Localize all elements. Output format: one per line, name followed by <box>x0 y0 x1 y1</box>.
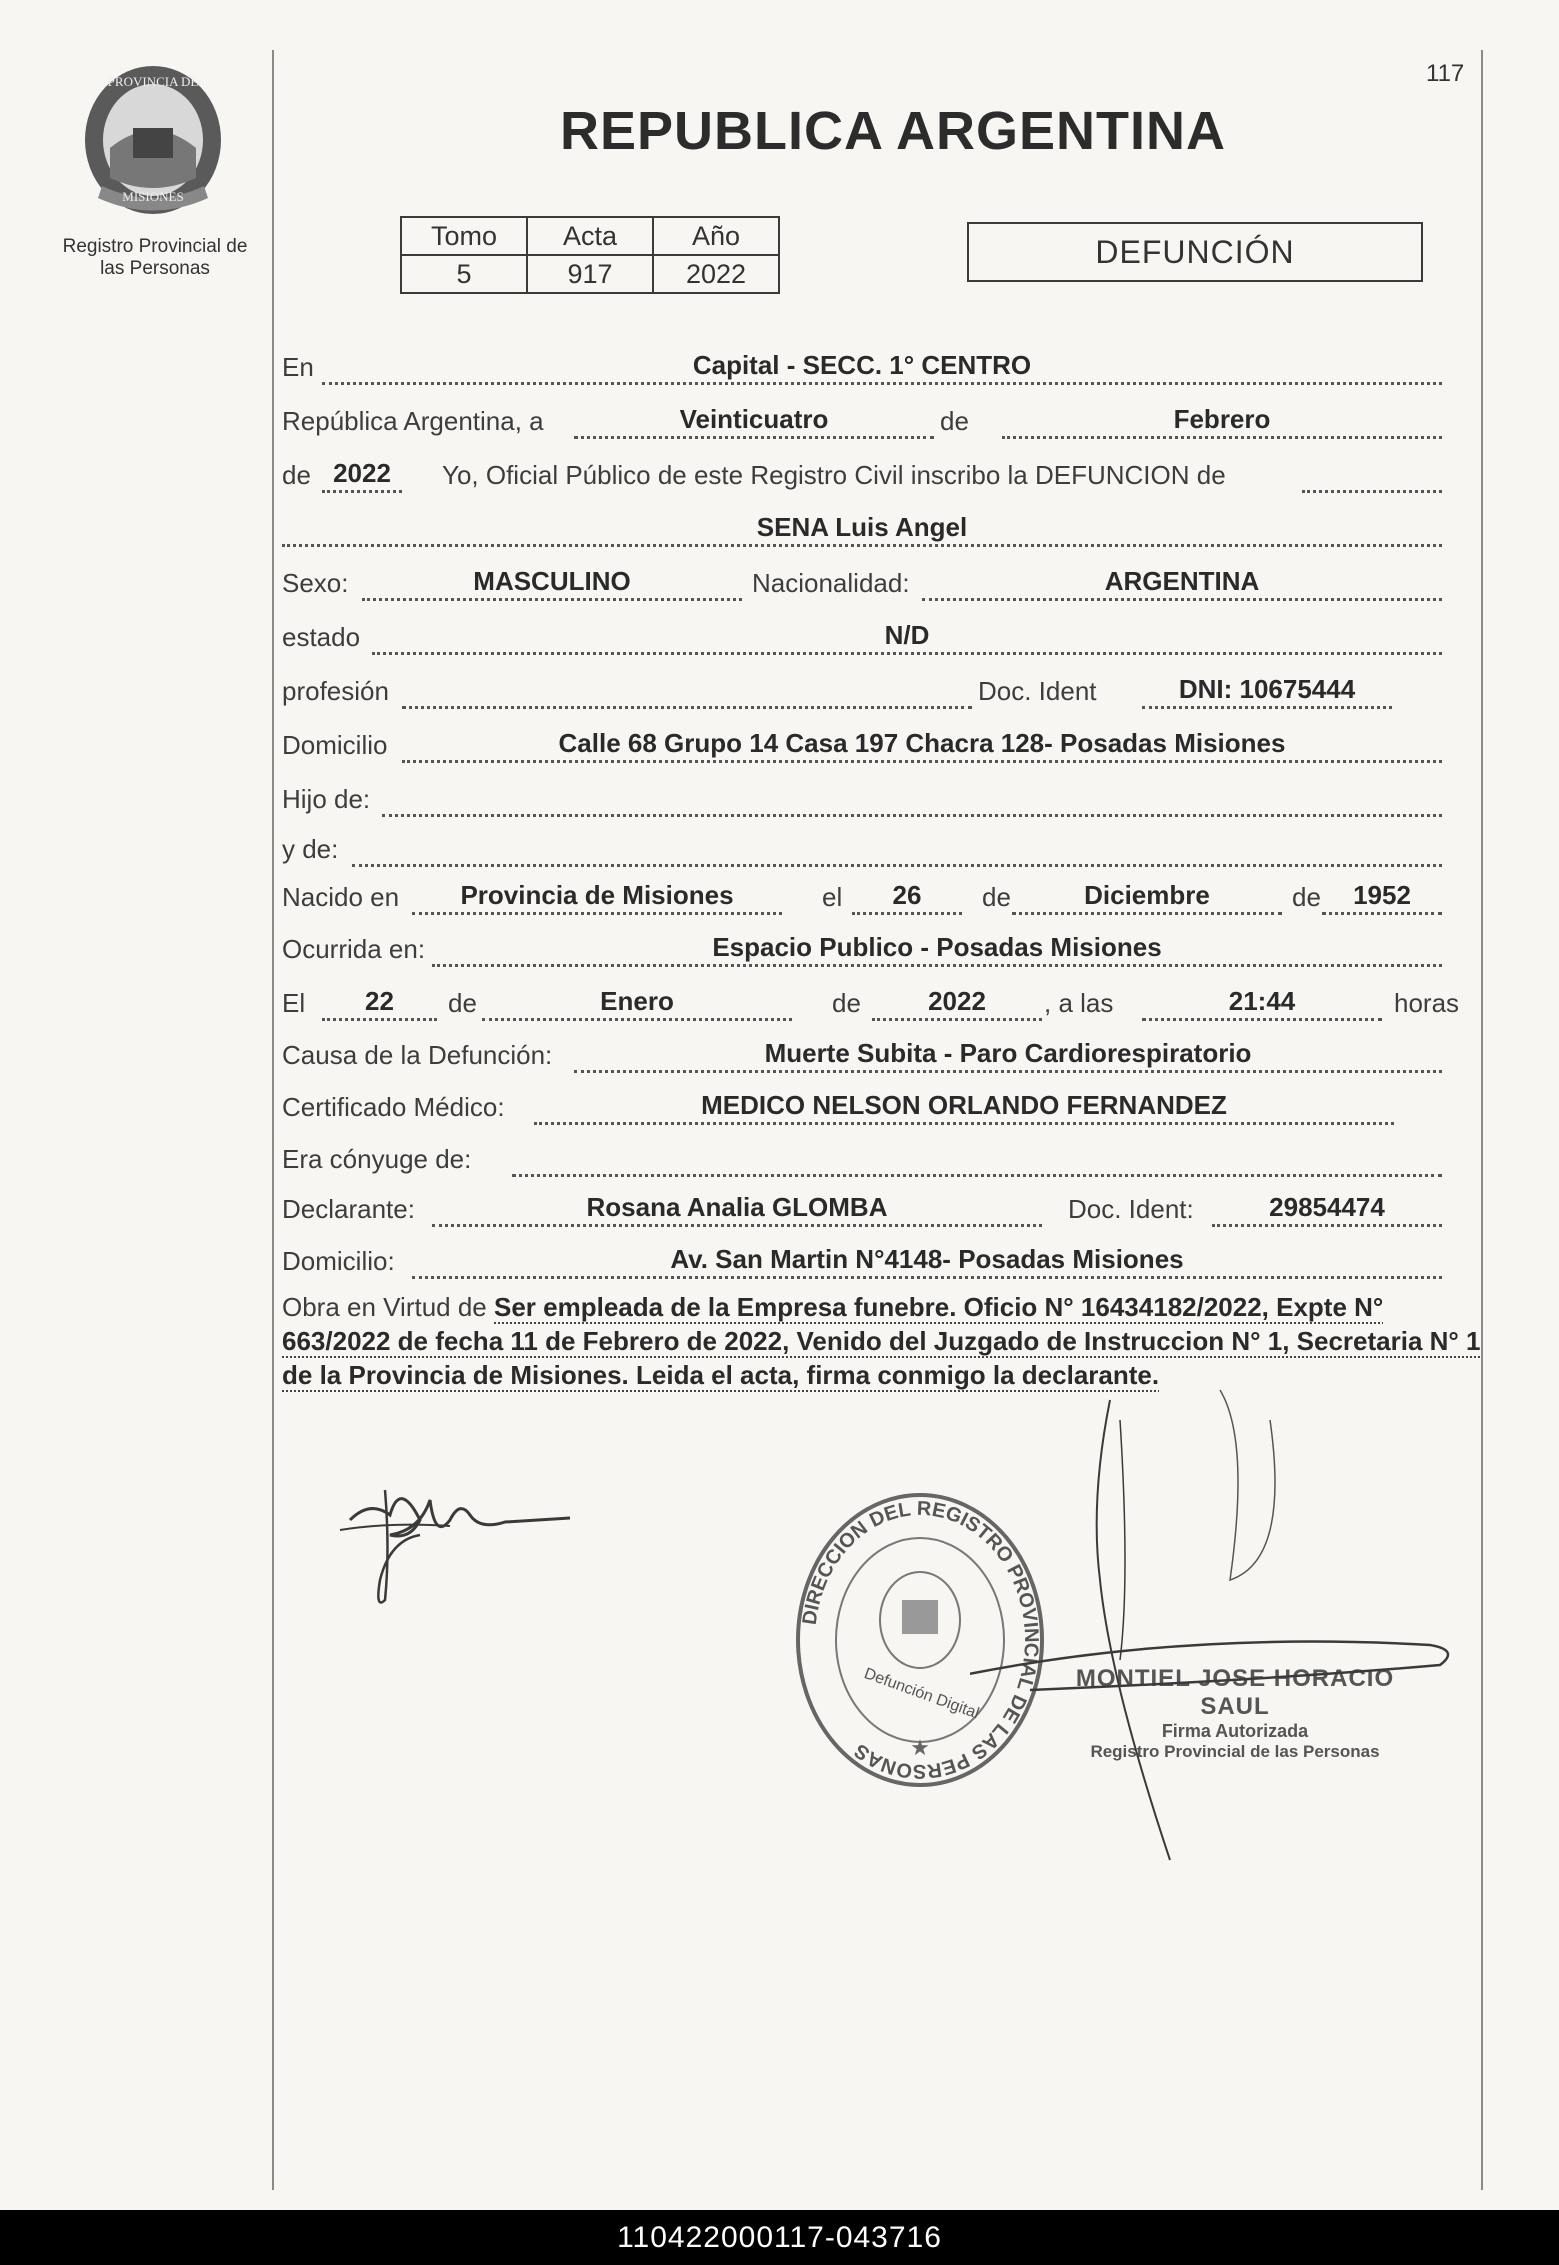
row-yde <box>282 826 1479 866</box>
domicilio-label: Domicilio <box>282 730 388 760</box>
def-dia-dotline <box>322 1018 437 1021</box>
domicilio-value: Calle 68 Grupo 14 Casa 197 Chacra 128- Posadas Misiones <box>558 728 1286 758</box>
doc-ident-value: DNI: 10675444 <box>1178 674 1356 704</box>
nacido-mes-dotline <box>1012 912 1282 915</box>
nacido-lugar: Provincia de Misiones <box>460 880 734 910</box>
svg-text:Defunción Digital: Defunción Digital <box>861 1665 982 1723</box>
registry-header-tomo: Tomo <box>401 217 527 255</box>
inscribo-text: Yo, Oficial Público de este Registro Civil inscribo la DEFUNCION de <box>442 460 1226 490</box>
row-republica <box>282 398 1479 438</box>
estado-dotline <box>372 652 1442 655</box>
causa-value: Muerte Subita - Paro Cardiorespiratorio <box>764 1038 1252 1068</box>
row-hijo <box>282 776 1479 816</box>
nacido-anio: 1952 <box>1353 880 1411 910</box>
svg-text:PROVINCIA DE: PROVINCIA DE <box>107 74 199 89</box>
registry-value-anio: 2022 <box>653 255 779 293</box>
nacido-dia-dotline <box>852 912 962 915</box>
row-ocurrida <box>282 926 1479 966</box>
doc-ident2-label: Doc. Ident: <box>1068 1194 1194 1224</box>
sexo-dotline <box>362 598 742 601</box>
row-estado <box>282 614 1479 654</box>
row-certificado <box>282 1084 1479 1124</box>
nacido-label: Nacido en <box>282 882 400 912</box>
yde-label: y de: <box>282 834 339 864</box>
obra-label: Obra en Virtud de <box>282 1292 487 1322</box>
nacionalidad-label: Nacionalidad: <box>752 568 910 598</box>
declarante-doc-dotline <box>1212 1224 1442 1227</box>
nacido-lugar-dotline <box>412 912 782 915</box>
de-label-5: de <box>448 988 477 1018</box>
officer-role: Firma Autorizada <box>1161 1721 1309 1741</box>
nacido-dia: 26 <box>892 880 922 910</box>
day-dotline <box>574 436 934 439</box>
obra-text: Ser empleada de la Empresa funebre. Oficio N° 16434182/2022, Expte N° 663/2022 de fecha 11 de Febrero de 2022, Venido del Juzgado de Instruccion N° 1, Secretaria N° 1 de la Provincia de Misiones. Leida el acta, firma conmigo la declarante. <box>282 1292 1481 1390</box>
row-inscribo <box>282 452 1479 492</box>
declarante-doc: 29854474 <box>1269 1192 1385 1222</box>
hijo-dotline <box>382 814 1442 817</box>
officer-institution: Registro Provincial de las Personas <box>1090 1742 1380 1761</box>
inscribo-dotline <box>1302 490 1442 493</box>
registry-table <box>400 216 780 294</box>
row-declarante <box>282 1186 1479 1226</box>
row-domicilio2 <box>282 1238 1479 1278</box>
causa-dotline <box>574 1070 1442 1073</box>
ocurrida-value: Espacio Publico - Posadas Misiones <box>712 932 1162 962</box>
svg-text:DIRECCION DEL REGISTRO PROVINC: DIRECCION DEL REGISTRO PROVINCIAL DE LAS PERSONAS <box>798 1497 1043 1783</box>
nacionalidad-value: ARGENTINA <box>1104 566 1260 596</box>
certificado-label: Certificado Médico: <box>282 1092 505 1122</box>
yde-dotline <box>352 864 1442 867</box>
document-id-footer: 110422000117-043716 <box>0 2210 1559 2265</box>
causa-label: Causa de la Defunción: <box>282 1040 553 1070</box>
def-dia: 22 <box>365 986 394 1016</box>
officer-name: MONTIEL JOSE HORACIO SAUL <box>1075 1665 1395 1720</box>
registry-header-anio: Año <box>653 217 779 255</box>
alas-label: , a las <box>1044 988 1114 1018</box>
doc-ident-label: Doc. Ident <box>978 676 1097 706</box>
republica-label: República Argentina, a <box>282 406 544 436</box>
row-domicilio <box>282 722 1479 762</box>
de-label-2: de <box>282 460 311 490</box>
page-number: 117 <box>1426 60 1465 87</box>
certificado-value: MEDICO NELSON ORLANDO FERNANDEZ <box>701 1090 1227 1120</box>
year-value: 2022 <box>333 458 391 488</box>
de-label-3: de <box>982 882 1011 912</box>
estado-label: estado <box>282 622 361 652</box>
nacido-anio-dotline <box>1322 912 1442 915</box>
en-label: En <box>282 352 314 382</box>
left-margin-rule <box>272 50 274 2190</box>
de-label-6: de <box>832 988 861 1018</box>
obra-paragraph <box>282 1290 1482 1392</box>
estado-value: N/D <box>884 620 930 650</box>
year-dotline <box>322 490 402 493</box>
registry-header-row <box>401 217 779 255</box>
row-en <box>282 344 1479 384</box>
logo-caption-line2: las Personas <box>100 258 210 279</box>
month-dotline <box>1002 436 1442 439</box>
provincial-logo <box>78 58 228 218</box>
deceased-name: SENA Luis Angel <box>756 512 968 542</box>
nacionalidad-dotline <box>922 598 1442 601</box>
certificado-dotline <box>534 1122 1394 1125</box>
document-title: REPUBLICA ARGENTINA <box>560 101 1226 161</box>
row-deceased-name <box>282 506 1479 546</box>
svg-text:★: ★ <box>910 1735 930 1760</box>
declarante-domicilio: Av. San Martin N°4148- Posadas Misiones <box>670 1244 1184 1274</box>
def-anio-dotline <box>872 1018 1042 1021</box>
name-dotline <box>282 544 1442 547</box>
def-hora: 21:44 <box>1228 986 1296 1016</box>
domicilio2-dotline <box>412 1276 1442 1279</box>
domicilio-dotline <box>402 760 1442 763</box>
domicilio2-label: Domicilio: <box>282 1246 395 1276</box>
def-mes: Enero <box>600 986 674 1016</box>
logo-caption-line1: Registro Provincial de <box>62 236 248 257</box>
ocurrida-dotline <box>432 964 1442 967</box>
place-dotline <box>322 382 1442 385</box>
place-value: Capital - SECC. 1° CENTRO <box>692 350 1032 380</box>
nacido-mes: Diciembre <box>1084 880 1210 910</box>
el-label-2: El <box>282 988 306 1018</box>
row-fecha-defuncion <box>282 980 1479 1020</box>
doc-ident-dotline <box>1142 706 1392 709</box>
row-causa <box>282 1032 1479 1072</box>
def-hora-dotline <box>1142 1018 1382 1021</box>
declarant-signature <box>330 1460 590 1610</box>
sexo-value: MASCULINO <box>473 566 631 596</box>
row-sexo <box>282 560 1479 600</box>
def-mes-dotline <box>482 1018 792 1021</box>
svg-text:MISIONES: MISIONES <box>122 189 184 204</box>
row-conyuge <box>282 1136 1479 1176</box>
registry-header-acta: Acta <box>527 217 653 255</box>
officer-signature <box>970 1380 1490 1880</box>
hijo-label: Hijo de: <box>282 784 371 814</box>
row-nacido <box>282 874 1479 914</box>
logo-caption <box>40 236 270 280</box>
declarante-value: Rosana Analia GLOMBA <box>586 1192 888 1222</box>
act-type-box: DEFUNCIÓN <box>967 222 1423 282</box>
sexo-label: Sexo: <box>282 568 349 598</box>
conyuge-dotline <box>512 1174 1442 1177</box>
profesion-label: profesión <box>282 676 389 706</box>
def-anio: 2022 <box>928 986 986 1016</box>
profesion-dotline <box>402 706 972 709</box>
day-value: Veinticuatro <box>679 404 829 434</box>
conyuge-label: Era cónyuge de: <box>282 1144 472 1174</box>
month-value: Febrero <box>1173 404 1271 434</box>
horas-label: horas <box>1394 988 1460 1018</box>
registry-value-acta: 917 <box>527 255 653 293</box>
row-profesion <box>282 668 1479 708</box>
de-label-4: de <box>1292 882 1321 912</box>
registry-value-tomo: 5 <box>401 255 527 293</box>
declarante-label: Declarante: <box>282 1194 415 1224</box>
ocurrida-label: Ocurrida en: <box>282 934 426 964</box>
declarante-dotline <box>432 1224 1042 1227</box>
el-label: el <box>822 882 843 912</box>
registry-value-row <box>401 255 779 293</box>
de-label-1: de <box>940 406 969 436</box>
